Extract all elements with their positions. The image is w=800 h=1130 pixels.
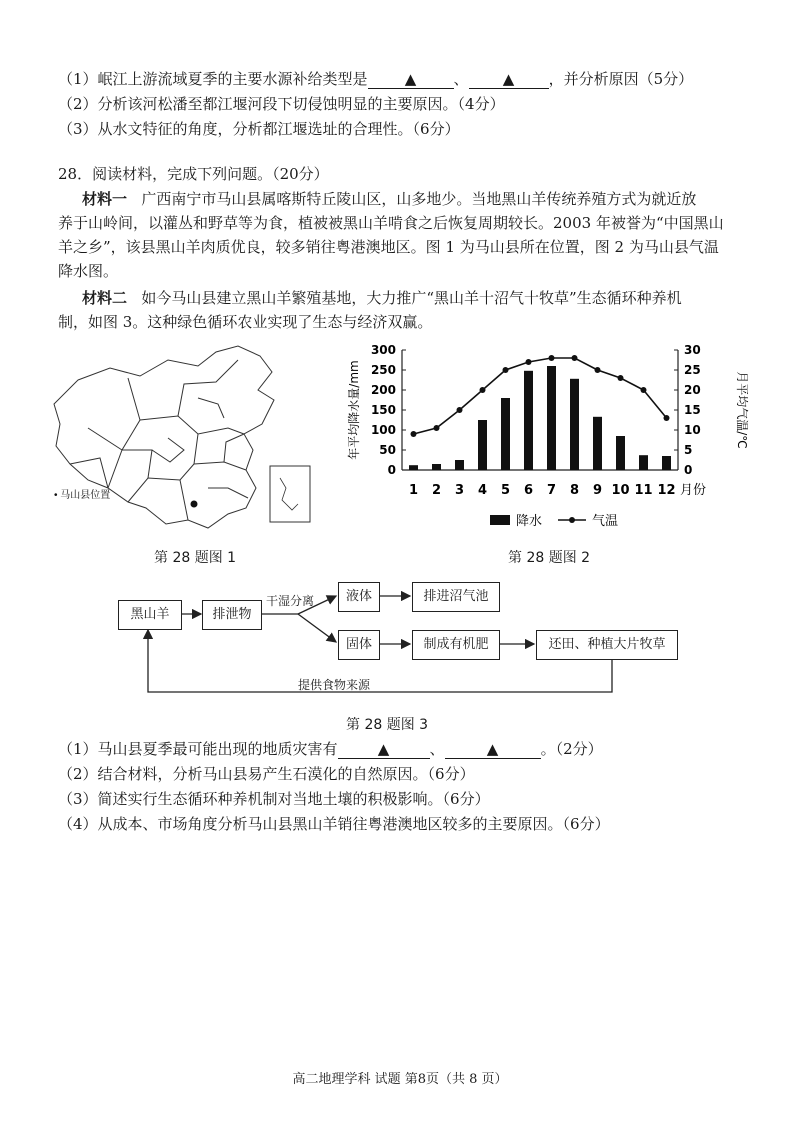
right-y-tick-label: 5: [684, 443, 693, 457]
x-tick-label: 5: [500, 483, 511, 498]
left-y-tick-label: 200: [370, 383, 396, 397]
legend-precipitation-label: 降水: [516, 514, 543, 529]
x-tick-label: 10: [611, 483, 630, 498]
material2-line1: 材料二 如今马山县建立黑山羊繁殖基地，大力推广“黑山羊十沼气十牧草”生态循环种养机: [82, 289, 682, 307]
material1-line1: 材料一 广西南宁市马山县属喀斯特丘陵山区，山多地少。当地黑山羊传统养殖方式为就近放: [82, 190, 697, 208]
flow-box-excrement: 排泄物: [202, 600, 262, 630]
precipitation-bar: [455, 460, 464, 470]
mashan-location-marker: [191, 501, 198, 508]
figure3-caption: 第 28 题图 3: [346, 717, 429, 733]
q27-sub2: （2）分析该河松潘至都江堰河段下切侵蚀明显的主要原因。（4分）: [58, 95, 505, 113]
precipitation-bar: [478, 420, 487, 470]
precipitation-bar: [432, 464, 441, 470]
precipitation-bar: [616, 436, 625, 470]
precipitation-bar: [524, 371, 533, 470]
temperature-point: [549, 355, 555, 361]
x-tick-label: 12: [657, 483, 676, 498]
flow-arrows: [0, 580, 800, 700]
x-tick-label: 4: [477, 483, 488, 498]
flow-box-field: 还田、种植大片牧草: [536, 630, 678, 660]
flow-label-feedback: 提供食物来源: [298, 678, 371, 692]
answer-blank[interactable]: ▲: [445, 740, 541, 759]
flow-box-liquid: 液体: [338, 582, 380, 612]
temperature-point: [641, 387, 647, 393]
left-y-tick-label: 300: [370, 343, 396, 357]
x-tick-label: 2: [431, 483, 442, 498]
x-tick-label: 3: [454, 483, 465, 498]
answer-blank[interactable]: ▲: [368, 70, 454, 89]
map-legend: • 马山县位置: [54, 490, 111, 501]
temperature-point: [526, 359, 532, 365]
temperature-point: [411, 431, 417, 437]
figure1-caption: 第 28 题图 1: [154, 550, 237, 566]
right-y-tick-label: 0: [684, 463, 693, 477]
legend-precipitation-swatch: [490, 515, 510, 525]
right-y-axis-label: 月平均气温/℃: [735, 371, 749, 449]
x-tick-label: 9: [592, 483, 603, 498]
flow-box-fertilizer: 制成有机肥: [412, 630, 500, 660]
x-tick-label: 6: [523, 483, 534, 498]
temperature-point: [457, 407, 463, 413]
q27-sub3: （3）从水文特征的角度，分析都江堰选址的合理性。（6分）: [58, 120, 460, 138]
legend-temperature-marker: [569, 517, 575, 523]
temperature-point: [664, 415, 670, 421]
flow-box-sheep: 黑山羊: [118, 600, 182, 630]
china-map-figure: [48, 338, 318, 538]
figure2-caption: 第 28 题图 2: [508, 550, 591, 566]
q28-heading: 28．阅读材料，完成下列问题。（20分）: [58, 165, 329, 183]
precipitation-bar: [501, 398, 510, 470]
x-tick-label: 11: [634, 483, 653, 498]
x-axis-label: 月份: [680, 483, 707, 498]
material1-line3: 羊之乡”，该县黑山羊肉质优良，较多销往粤港澳地区。图 1 为马山县所在位置，图 2 为马山县气温: [58, 238, 719, 256]
left-y-tick-label: 50: [379, 443, 396, 457]
q28-sub2: （2）结合材料，分析马山县易产生石漠化的自然原因。（6分）: [58, 765, 475, 783]
precipitation-bar: [639, 455, 648, 470]
temperature-point: [434, 425, 440, 431]
temperature-line: [414, 358, 667, 434]
climate-chart: [340, 338, 760, 538]
legend-temperature-label: 气温: [592, 514, 619, 529]
temperature-point: [503, 367, 509, 373]
right-y-tick-label: 10: [684, 423, 701, 437]
precipitation-bar: [570, 379, 579, 470]
x-tick-label: 7: [546, 483, 557, 498]
temperature-point: [595, 367, 601, 373]
material1-line2: 养于山岭间，以灌丛和野草等为食，植被被黑山羊啃食之后恢复周期较长。2003 年被誉为“中国黑山: [58, 214, 724, 232]
q28-sub1: （1）马山县夏季最可能出现的地质灾害有 ▲ 、 ▲ 。（2分）: [58, 740, 603, 758]
q28-sub3: （3）简述实行生态循环种养机制对当地土壤的积极影响。（6分）: [58, 790, 490, 808]
right-y-tick-label: 30: [684, 343, 701, 357]
flow-box-biogas: 排进沼气池: [412, 582, 500, 612]
left-y-tick-label: 0: [387, 463, 396, 477]
right-y-tick-label: 15: [684, 403, 701, 417]
flow-box-solid: 固体: [338, 630, 380, 660]
page-footer: 高二地理学科 试题 第8页（共 8 页）: [292, 1072, 508, 1087]
right-y-tick-label: 20: [684, 383, 701, 397]
left-y-tick-label: 150: [370, 403, 396, 417]
material2-line2: 制，如图 3。这种绿色循环农业实现了生态与经济双赢。: [58, 313, 433, 331]
material1-label: 材料一: [82, 190, 128, 208]
temperature-point: [618, 375, 624, 381]
q28-sub4: （4）从成本、市场角度分析马山县黑山羊销往粤港澳地区较多的主要原因。（6分）: [58, 815, 610, 833]
x-tick-label: 8: [569, 483, 580, 498]
material2-label: 材料二: [82, 289, 128, 307]
flow-label-separation: 干湿分离: [266, 594, 315, 608]
right-y-tick-label: 25: [684, 363, 701, 377]
left-y-tick-label: 100: [370, 423, 396, 437]
x-tick-label: 1: [408, 483, 419, 498]
precipitation-bar: [409, 465, 418, 470]
answer-blank[interactable]: ▲: [338, 740, 430, 759]
left-y-tick-label: 250: [370, 363, 396, 377]
precipitation-bar: [547, 366, 556, 470]
temperature-point: [572, 355, 578, 361]
precipitation-bar: [593, 417, 602, 470]
temperature-point: [480, 387, 486, 393]
answer-blank[interactable]: ▲: [469, 70, 549, 89]
left-y-axis-label: 年平均降水量/mm: [347, 360, 361, 460]
precipitation-bar: [662, 456, 671, 470]
q27-sub1: （1）岷江上游流域夏季的主要水源补给类型是 ▲ 、 ▲ ，并分析原因（5分）: [58, 70, 694, 88]
material1-line4: 降水图。: [58, 262, 119, 280]
